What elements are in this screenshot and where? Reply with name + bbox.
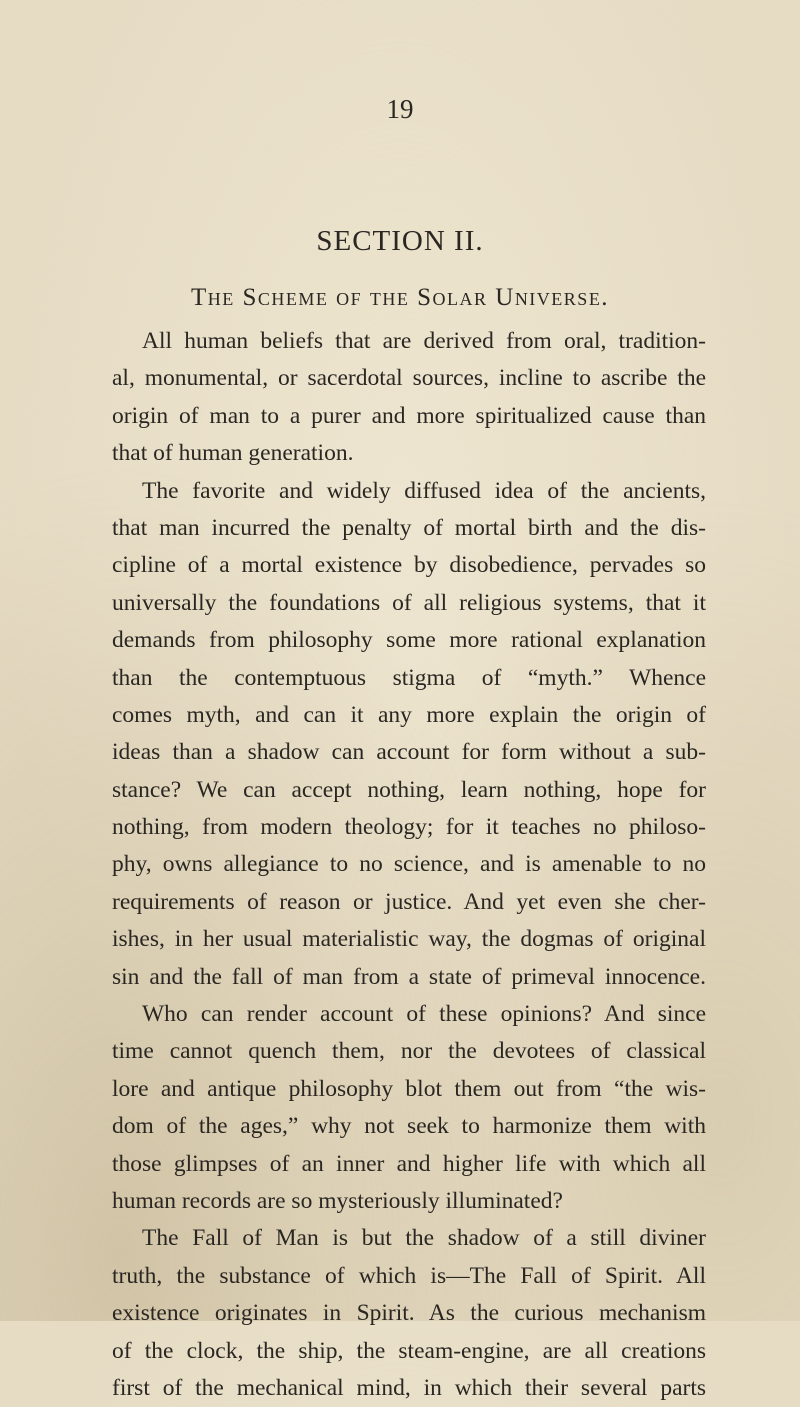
text-line: ideas than a shadow can account for form without a sub-: [112, 739, 706, 766]
text-line: The favorite and widely diffused idea of the ancients,: [142, 477, 706, 504]
text-line: first of the mechanical mind, in which their several parts: [112, 1374, 706, 1401]
text-line: origin of man to a purer and more spiritualized cause than: [112, 402, 706, 429]
text-line: truth, the substance of which is—The Fall of Spirit. All: [112, 1262, 706, 1289]
text-line: al, monumental, or sacerdotal sources, incline to ascribe the: [112, 365, 706, 392]
text-line: lore and antique philosophy blot them out from “the wis-: [112, 1075, 706, 1102]
text-line: requirements of reason or justice. And yet even she cher-: [112, 888, 706, 915]
text-line: The Fall of Man is but the shadow of a still diviner: [142, 1225, 706, 1252]
text-line: stance? We can accept nothing, learn nothing, hope for: [112, 776, 706, 803]
text-line: All human beliefs that are derived from oral, tradition-: [142, 328, 706, 354]
text-line: cipline of a mortal existence by disobedience, pervades so: [112, 552, 706, 579]
text-line: of the clock, the ship, the steam-engine, are all creations: [112, 1337, 706, 1364]
text-line: time cannot quench them, nor the devotees of classical: [112, 1038, 706, 1065]
page-number: 19: [386, 94, 414, 124]
section-heading: SECTION II.: [316, 225, 484, 257]
text-line: human records are so mysteriously illuminated?: [112, 1187, 563, 1214]
text-line: that man incurred the penalty of mortal birth and the dis-: [112, 514, 706, 541]
text-line: dom of the ages,” why not seek to harmonize them with: [112, 1113, 706, 1140]
text-line: ishes, in her usual materialistic way, the dogmas of original: [112, 926, 706, 953]
body-text: [112, 323, 706, 1407]
text-line: existence originates in Spirit. As the curious mechanism: [112, 1300, 706, 1327]
text-line: that of human generation.: [112, 440, 354, 467]
text-line: sin and the fall of man from a state of primeval innocence.: [112, 963, 706, 990]
text-line: phy, owns allegiance to no science, and is amenable to no: [112, 851, 706, 878]
text-line: than the contemptuous stigma of “myth.” Whence: [112, 664, 706, 691]
text-line: demands from philosophy some more rational explanation: [112, 627, 706, 654]
text-line: those glimpses of an inner and higher life with which all: [112, 1150, 706, 1177]
section-title: The Scheme of the Solar Universe.: [190, 284, 610, 311]
text-line: universally the foundations of all religious systems, that it: [112, 589, 706, 616]
text-line: comes myth, and can it any more explain the origin of: [112, 701, 706, 728]
text-line: nothing, from modern theology; for it teaches no philoso-: [112, 814, 706, 841]
text-line: Who can render account of these opinions? And since: [142, 1001, 706, 1028]
